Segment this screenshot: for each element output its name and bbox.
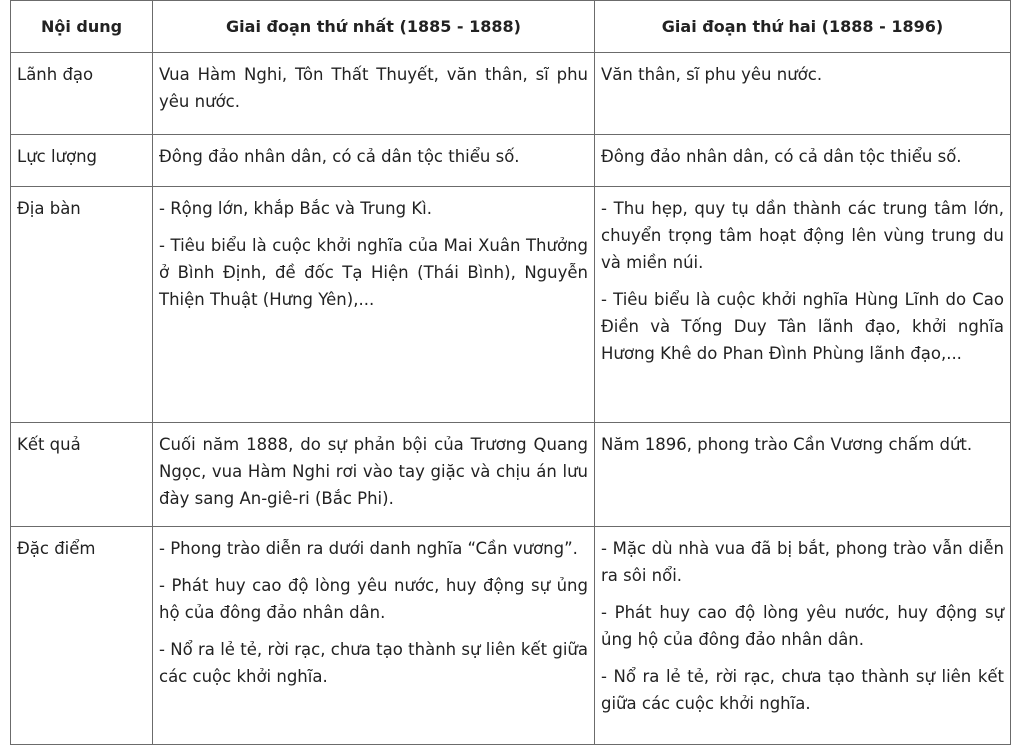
header-second-period: Giai đoạn thứ hai (1888 - 1896) <box>595 1 1011 53</box>
table-row-result <box>11 423 1011 527</box>
row-label: Kết quả <box>11 423 153 527</box>
cell-text: - Phong trào diễn ra dưới danh nghĩa “Cần vương”. <box>159 539 578 558</box>
cell-text: Cuối năm 1888, do sự phản bội của Trương Quang Ngọc, vua Hàm Nghi rơi vào tay giặc và chịu án lưu đày sang An-giê-ri (Bắc Phi). <box>159 435 588 508</box>
cell-text: - Phát huy cao độ lòng yêu nước, huy động sự ủng hộ của đông đảo nhân dân. <box>159 576 588 622</box>
row-label: Địa bàn <box>11 187 153 423</box>
cell-text: - Nổ ra lẻ tẻ, rời rạc, chưa tạo thành sự liên kết giữa các cuộc khởi nghĩa. <box>601 667 1004 713</box>
row-label: Lực lượng <box>11 135 153 187</box>
cell-text: Đông đảo nhân dân, có cả dân tộc thiểu số. <box>601 147 962 166</box>
table-row-characteristics <box>11 527 1011 745</box>
comparison-table <box>10 0 1011 745</box>
second-period-cell <box>595 187 1011 423</box>
first-period-cell <box>153 527 595 745</box>
table-row-leadership <box>11 53 1011 135</box>
cell-text: - Rộng lớn, khắp Bắc và Trung Kì. <box>159 199 432 218</box>
second-period-cell <box>595 135 1011 187</box>
header-first-period: Giai đoạn thứ nhất (1885 - 1888) <box>153 1 595 53</box>
cell-text: - Mặc dù nhà vua đã bị bắt, phong trào vẫn diễn ra sôi nổi. <box>601 539 1004 585</box>
second-period-cell <box>595 527 1011 745</box>
first-period-cell <box>153 423 595 527</box>
table-header-row <box>11 1 1011 53</box>
cell-text: - Thu hẹp, quy tụ dần thành các trung tâm lớn, chuyển trọng tâm hoạt động lên vùng trung du và miền núi. <box>601 199 1004 272</box>
table-row-forces <box>11 135 1011 187</box>
cell-text: Văn thân, sĩ phu yêu nước. <box>601 65 823 84</box>
cell-text: - Tiêu biểu là cuộc khởi nghĩa Hùng Lĩnh do Cao Điền và Tống Duy Tân lãnh đạo, khởi nghĩa Hương Khê do Phan Đình Phùng lãnh đạo,... <box>601 290 1004 363</box>
row-label: Đặc điểm <box>11 527 153 745</box>
first-period-cell <box>153 53 595 135</box>
header-content: Nội dung <box>11 1 153 53</box>
second-period-cell <box>595 423 1011 527</box>
table-row-area <box>11 187 1011 423</box>
cell-text: - Phát huy cao độ lòng yêu nước, huy động sự ủng hộ của đông đảo nhân dân. <box>601 603 1004 649</box>
cell-text: - Tiêu biểu là cuộc khởi nghĩa của Mai Xuân Thưởng ở Bình Định, đề đốc Tạ Hiện (Thái Bình), Nguyễn Thiện Thuật (Hưng Yên),... <box>159 236 588 309</box>
cell-text: Năm 1896, phong trào Cần Vương chấm dứt. <box>601 435 973 454</box>
row-label: Lãnh đạo <box>11 53 153 135</box>
cell-text: - Nổ ra lẻ tẻ, rời rạc, chưa tạo thành sự liên kết giữa các cuộc khởi nghĩa. <box>159 640 588 686</box>
first-period-cell <box>153 135 595 187</box>
cell-text: Đông đảo nhân dân, có cả dân tộc thiểu số. <box>159 147 520 166</box>
second-period-cell <box>595 53 1011 135</box>
cell-text: Vua Hàm Nghi, Tôn Thất Thuyết, văn thân, sĩ phu yêu nước. <box>159 65 588 111</box>
first-period-cell <box>153 187 595 423</box>
